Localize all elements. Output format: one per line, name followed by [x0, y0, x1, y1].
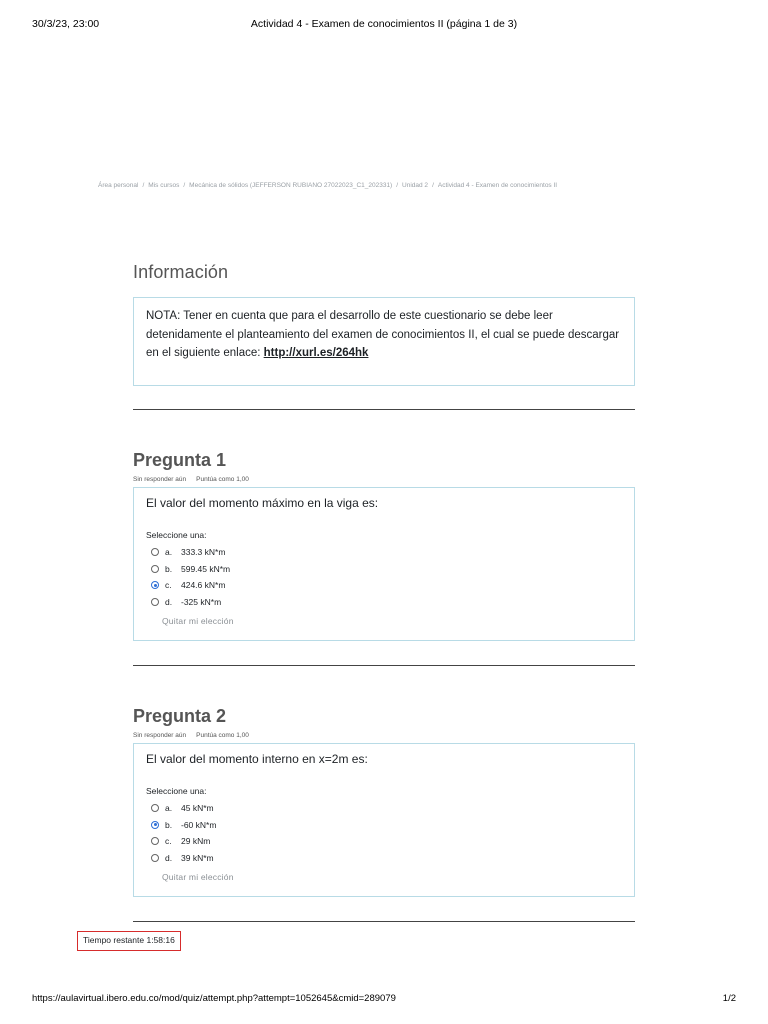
question-1-text: El valor del momento máximo en la viga es:	[146, 496, 379, 510]
clear-choice-link[interactable]: Quitar mi elección	[162, 872, 234, 882]
option-letter: b.	[165, 563, 173, 574]
question-2-meta	[133, 732, 249, 739]
time-remaining: Tiempo restante 1:58:16	[77, 931, 181, 951]
breadcrumb-separator: /	[142, 182, 145, 189]
question-2-box	[133, 743, 635, 897]
option-d[interactable]	[146, 594, 622, 611]
option-a[interactable]	[146, 800, 622, 817]
question-2-title: Pregunta 2	[133, 706, 227, 726]
option-label: 39 kN*m	[181, 852, 214, 863]
radio-button-selected[interactable]	[151, 581, 159, 589]
page-url: https://aulavirtual.ibero.edu.co/mod/quiz/attempt.php?attempt=1052645&cmid=289079	[32, 993, 396, 1004]
option-a[interactable]	[146, 544, 622, 561]
print-title: Actividad 4 - Examen de conocimientos II (página 1 de 3)	[250, 18, 518, 30]
info-text: NOTA: Tener en cuenta que para el desarrollo de este cuestionario se debe leer detenidamente el planteamiento del examen de conocimientos II, el cual se puede descargar en el siguiente enlace:	[146, 310, 620, 359]
breadcrumb-separator: /	[432, 182, 434, 189]
breadcrumb-item-activity[interactable]: Actividad 4 - Examen de conocimientos II	[437, 182, 558, 189]
option-c[interactable]	[146, 577, 622, 594]
page-number: 1/2	[722, 993, 736, 1004]
clear-choice-link[interactable]: Quitar mi elección	[162, 616, 234, 626]
option-letter: d.	[165, 852, 173, 863]
breadcrumb	[98, 182, 698, 189]
option-label: 599.45 kN*m	[181, 563, 231, 574]
radio-button[interactable]	[151, 548, 159, 556]
info-link[interactable]: http://xurl.es/264hk	[263, 347, 369, 359]
question-2-text: El valor del momento interno en x=2m es:	[146, 752, 368, 766]
breadcrumb-item-area-personal[interactable]: Área personal	[98, 182, 139, 189]
option-letter: a.	[165, 803, 173, 814]
question-2-status: Sin responder aún	[133, 732, 187, 739]
question-2-points: Puntúa como 1,00	[196, 732, 249, 739]
option-b[interactable]	[146, 817, 622, 834]
option-letter: c.	[165, 580, 172, 591]
question-1-box	[133, 487, 635, 641]
breadcrumb-item-mis-cursos[interactable]: Mis cursos	[148, 182, 180, 189]
info-box	[133, 297, 635, 386]
question-1-points: Puntúa como 1,00	[196, 476, 249, 483]
option-label: 333.3 kN*m	[181, 547, 226, 558]
radio-button[interactable]	[151, 598, 159, 606]
option-label: 29 kNm	[181, 836, 211, 847]
breadcrumb-item-unit[interactable]: Unidad 2	[402, 182, 429, 189]
radio-button-selected[interactable]	[151, 821, 159, 829]
divider	[133, 665, 635, 666]
question-2-options	[146, 800, 622, 866]
question-1-title: Pregunta 1	[133, 450, 227, 470]
breadcrumb-separator: /	[183, 182, 186, 189]
option-label: 424.6 kN*m	[181, 580, 226, 591]
option-label: -325 kN*m	[181, 596, 222, 607]
question-2-prompt: Seleccione una:	[146, 786, 207, 796]
radio-button[interactable]	[151, 565, 159, 573]
option-label: -60 kN*m	[181, 819, 217, 830]
option-letter: b.	[165, 819, 173, 830]
question-1-options	[146, 544, 622, 610]
breadcrumb-item-course[interactable]: Mecánica de sólidos (JEFFERSON RUBIANO 27022023_C1_202331)	[189, 182, 393, 189]
info-title: Información	[133, 262, 229, 282]
question-1-status: Sin responder aún	[133, 476, 187, 483]
question-1-meta	[133, 476, 249, 483]
option-b[interactable]	[146, 561, 622, 578]
divider	[133, 921, 635, 922]
question-1-prompt: Seleccione una:	[146, 530, 207, 540]
option-letter: d.	[165, 596, 173, 607]
radio-button[interactable]	[151, 804, 159, 812]
breadcrumb-separator: /	[396, 182, 399, 189]
option-letter: a.	[165, 547, 173, 558]
print-date: 30/3/23, 23:00	[32, 18, 100, 30]
radio-button[interactable]	[151, 854, 159, 862]
radio-button[interactable]	[151, 837, 159, 845]
option-label: 45 kN*m	[181, 803, 214, 814]
option-letter: c.	[165, 836, 172, 847]
option-c[interactable]	[146, 833, 622, 850]
option-d[interactable]	[146, 850, 622, 867]
divider	[133, 409, 635, 410]
